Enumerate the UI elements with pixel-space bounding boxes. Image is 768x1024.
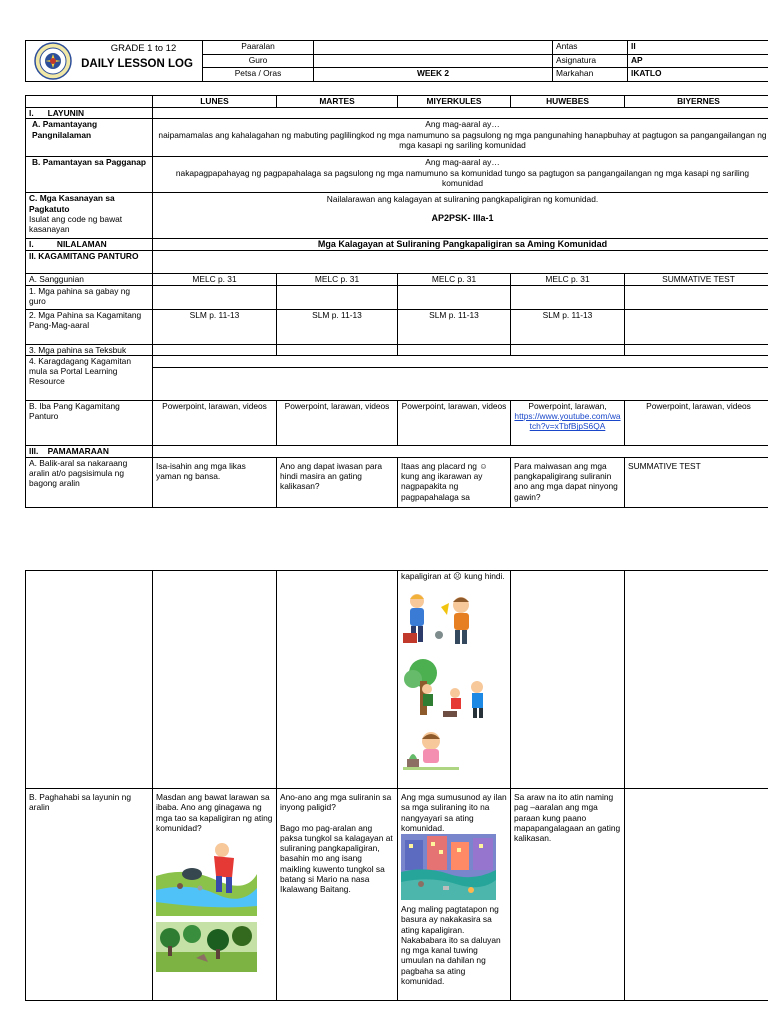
gabay-cell-martes (277, 285, 398, 309)
portal-learning-resource-label: 4. Karagdagang Kagamitan mula sa Portal Learning Resource (26, 355, 153, 400)
layunin-heading: I. LAYUNIN (26, 108, 153, 119)
deped-seal-icon (34, 42, 72, 80)
day-lunes: LUNES (153, 96, 277, 108)
header-table (25, 40, 768, 82)
day-biyernes: BIYERNES (625, 96, 768, 108)
iba-pang-kagamitan-label: B. Iba Pang Kagamitang Panturo (26, 400, 153, 445)
river-pollution-illustration (156, 836, 257, 916)
sanggunian-huwebes: MELC p. 31 (511, 274, 625, 285)
sanggunian-label: A. Sanggunian (26, 274, 153, 285)
gabay-ng-guro-label: 1. Mga pahina sa gabay ng guro (26, 285, 153, 309)
balik-aral-martes: Ano ang dapat iwasan para hindi masira an gating kalikasan? (277, 457, 398, 507)
slm-lunes: SLM p. 11-13 (153, 309, 277, 344)
quarter-value: IKATLO (628, 68, 768, 82)
balik-aral-miyerkules: Itaas ang placard ng ☺ kung ang ikarawan ay nagpapakita ng pagpapahalaga sa (398, 457, 511, 507)
paghahabi-label: B. Paghahabi sa layunin ng aralin (26, 789, 153, 1001)
gabay-cell-huwebes (511, 285, 625, 309)
slm-miyerkules: SLM p. 11-13 (398, 309, 511, 344)
kagamitan-heading-fill (153, 251, 768, 274)
page-title: DAILY LESSON LOG (81, 58, 193, 70)
balik-aral-lunes: Isa-isahin ang mga likas yaman ng bansa. (153, 457, 277, 507)
kagamitan-miyerkules: Powerpoint, larawan, videos (398, 400, 511, 445)
youtube-link[interactable]: https://www.youtube.com/watch?v=xTbfBjpS6QA (514, 411, 621, 432)
pamantayan-sa-pagganap-cell (153, 157, 768, 193)
gabay-cell-lunes (153, 285, 277, 309)
pamamaraan-heading-fill (153, 445, 768, 457)
nilalaman-heading: I. NILALAMAN (26, 239, 153, 251)
teacher-label: Guro (203, 54, 314, 68)
header-title-cell (26, 41, 203, 82)
kasanayan-cell (153, 193, 768, 239)
pamantayang-pangnilalaman-cell (153, 119, 768, 157)
children-cleaning-illustration (401, 587, 485, 649)
corner-cell (26, 96, 153, 108)
sanggunian-martes: MELC p. 31 (277, 274, 398, 285)
kasanayan-code: AP2PSK- IIIa-1 (431, 212, 494, 223)
balik-aral-huwebes: Para maiwasan ang mga pangkapaligirang suliranin ano ang mga dapat ninyong gawin? (511, 457, 625, 507)
school-value (314, 41, 553, 55)
gabay-cell-miyerkules (398, 285, 511, 309)
paghahabi-lunes-cell (153, 789, 277, 1001)
cont-lunes (153, 571, 277, 789)
paghahabi-miyerkules-intro: Ang mga sumusunod ay ilan sa mga suliraning ito na nangyayari sa ating komunidad. (401, 792, 507, 833)
child-watering-illustration (401, 729, 461, 773)
main-table (25, 95, 768, 508)
subject-label: Asignatura (553, 54, 628, 68)
slm-martes: SLM p. 11-13 (277, 309, 398, 344)
continuation-table (25, 570, 768, 1001)
balik-aral-biyernes: SUMMATIVE TEST (625, 457, 768, 507)
day-martes: MARTES (277, 96, 398, 108)
paghahabi-martes-story: Bago mo pag-aralan ang paksa tungkol sa kalagayan at suliraning pangkapaligiran, basahin mo ang isang maikling kuwento tungkol sa batang si Mario na nasa Ikalawang Baitang. (280, 822, 393, 894)
children-planting-illustration (401, 657, 489, 723)
kasanayan-text: Nailalarawan ang kalagayan at suliraning pangkapaligiran ng komunidad. (326, 194, 599, 205)
kagamitan-martes: Powerpoint, larawan, videos (277, 400, 398, 445)
pamantayan-sa-pagganap-text: nakapagpapahayag ng pagpapahalaga sa pagsulong ng mga namumuno sa komunidad tungo sa pagtugon sa pangangailangan ng mga kasapi ng sariling komunidad (175, 167, 750, 188)
slm-huwebes: SLM p. 11-13 (511, 309, 625, 344)
balik-aral-continuation: kapaligiran at ☹ kung hindi. (401, 571, 505, 581)
level-value: II (628, 41, 768, 55)
pamantayan-sa-pagganap-label: B. Pamantayan sa Pagganap (26, 157, 153, 193)
kagamitan-lunes: Powerpoint, larawan, videos (153, 400, 277, 445)
cont-huwebes (511, 571, 625, 789)
pamantayang-pangnilalaman-label: A. Pamantayang Pangnilalaman (26, 119, 153, 157)
sanggunian-biyernes: SUMMATIVE TEST (625, 274, 768, 285)
paghahabi-lunes: Masdan ang bawat larawan sa ibaba. Ano ang ginagawa ng mga tao sa kapaligiran ng ating komunidad? (156, 792, 273, 833)
cont-miyerkules (398, 571, 511, 789)
gabay-cell-biyernes (625, 285, 768, 309)
subject-value: AP (628, 54, 768, 68)
kagamitan-huwebes-cell (511, 400, 625, 445)
days-header-row (26, 96, 768, 108)
level-label: Antas (553, 41, 628, 55)
paghahabi-biyernes (625, 789, 768, 1001)
teksbuk-cell-miyerkules (398, 344, 511, 355)
portal-cell (153, 355, 768, 400)
kagamitan-biyernes: Powerpoint, larawan, videos (625, 400, 768, 445)
kasanayan-label: C. Mga Kasanayan sa Pagkatuto (29, 193, 115, 214)
pamantayan-sa-pagganap-intro: Ang mag-aaral ay… (425, 157, 500, 168)
kagamitan-huwebes: Powerpoint, larawan, (528, 400, 607, 411)
sanggunian-miyerkules: MELC p. 31 (398, 274, 511, 285)
grade-label: GRADE 1 to 12 (110, 43, 177, 54)
kasanayan-note: Isulat ang code ng bawat kasanayan (29, 213, 123, 234)
teksbuk-cell-martes (277, 344, 398, 355)
day-huwebes: HUWEBES (511, 96, 625, 108)
quarter-label: Markahan (553, 68, 628, 82)
kagamitan-heading: II. KAGAMITANG PANTURO (26, 251, 153, 274)
paghahabi-martes-question: Ano-ano ang mga suliranin sa inyong paligid? (280, 792, 392, 813)
slm-biyernes (625, 309, 768, 344)
pamamaraan-heading: III. PAMAMARAAN (26, 445, 153, 457)
cont-martes (277, 571, 398, 789)
flood-garbage-illustration (401, 834, 496, 900)
school-label: Paaralan (203, 41, 314, 55)
teksbuk-cell-lunes (153, 344, 277, 355)
nilalaman-text: Mga Kalagayan at Suliraning Pangkapaligiran sa Aming Komunidad (153, 239, 768, 251)
kagamitang-pang-mag-aaral-label: 2. Mga Pahina sa Kagamitang Pang-Mag-aaral (26, 309, 153, 344)
paghahabi-martes-cell (277, 789, 398, 1001)
balik-aral-label: A. Balik-aral sa nakaraang aralin at/o pagsisimula ng bagong aralin (26, 457, 153, 507)
date-time-label: Petsa / Oras (203, 68, 314, 82)
cont-label-cell (26, 571, 153, 789)
kasanayan-label-cell (26, 193, 153, 239)
pamantayang-pangnilalaman-intro: Ang mag-aaral ay… (425, 119, 500, 130)
cont-biyernes (625, 571, 768, 789)
paghahabi-huwebes: Sa araw na ito atin naming pag –aaralan ang mga paraan kung paano mapapangalagaan an gating kalikasan. (511, 789, 625, 1001)
forest-landscape-illustration (156, 922, 257, 972)
paghahabi-miyerkules-cell (398, 789, 511, 1001)
pamantayang-pangnilalaman-text: naipamamalas ang kahalagahan ng mabuting paglilingkod ng mga namumuno sa pagsulong ng mga pangunahing hanapbuhay at pagtugon sa pangangailangan ng mga kasapi ng sariling komunidad (158, 129, 767, 150)
teksbuk-label: 3. Mga pahina sa Teksbuk (26, 344, 153, 355)
teksbuk-cell-biyernes (625, 344, 768, 355)
paghahabi-miyerkules-text: Ang maling pagtatapon ng basura ay nakakasira sa ating kapaligiran. Nakababara ito sa daluyan ng mga kanal tuwing umuulan na dahilan ng pagbaha sa ating komunidad. (401, 904, 501, 986)
day-miyerkules: MIYERKULES (398, 96, 511, 108)
teacher-value (314, 54, 553, 68)
layunin-heading-fill (153, 108, 768, 119)
week-value: WEEK 2 (314, 68, 553, 82)
teksbuk-cell-huwebes (511, 344, 625, 355)
sanggunian-lunes: MELC p. 31 (153, 274, 277, 285)
